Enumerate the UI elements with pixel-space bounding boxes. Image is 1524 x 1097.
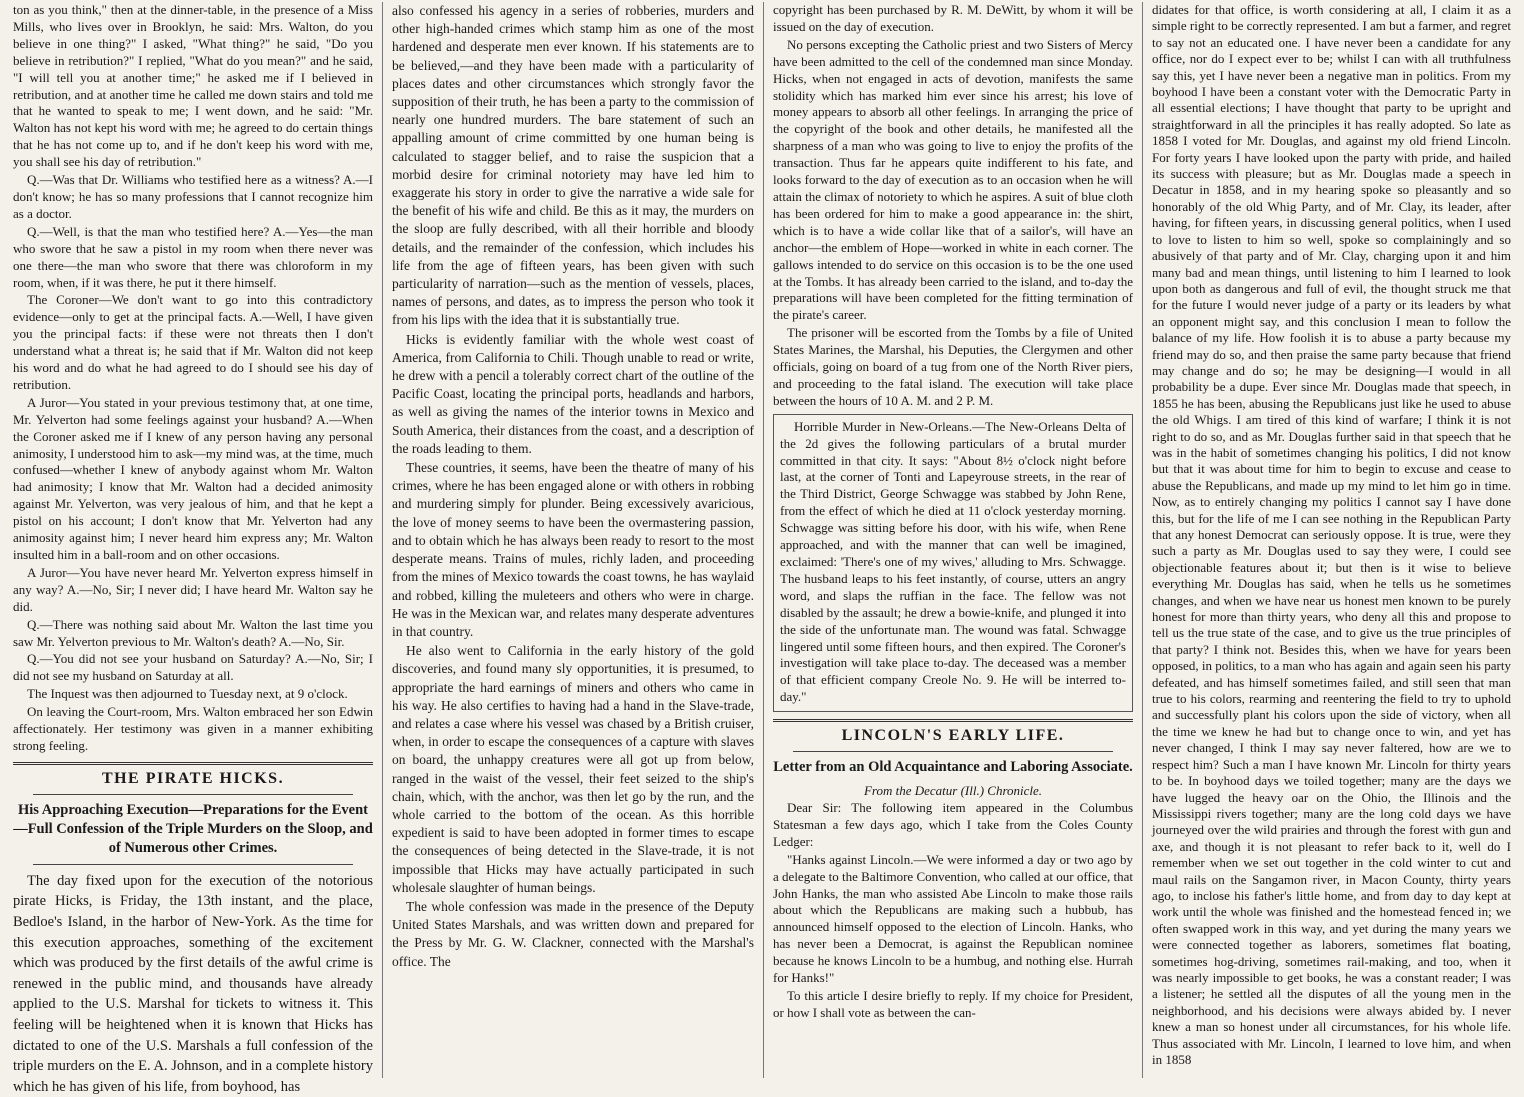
article-deck: His Approaching Execution—Preparations for the Event—Full Confession of the Triple Murders on the Sloop, and of Numerous other Crimes. xyxy=(13,801,373,856)
article-deck: Letter from an Old Acquaintance and Laboring Associate. xyxy=(773,759,1133,776)
murder-article-box xyxy=(773,414,1133,712)
paragraph: "Hanks against Lincoln.—We were informed a day or two ago by a delegate to the Baltimore Convention, who called at our office, that John Hanks, the man who assisted Abe Lincoln to make those rails about which the Republicans are making such a hubbub, has announced himself opposed to the election of Lincoln. Hanks, who has never been a Democrat, is against the Republican nominee because he knows Lincoln to be a humbug, and nothing else. Hurrah for Hanks!" xyxy=(773,851,1133,986)
section-divider xyxy=(773,719,1133,722)
paragraph: didates for that office, is worth considering at all, I claim it as a simple right to be correctly represented. I am but a farmer, and regret to say not an educated one. I have never been a candidate for any office, nor do I expect ever to be; whilst I can with all truthfulness say this, yet I have never been a negative man in politics. From my boyhood I have been a constant voter with the Democratic Party in all essential elections; I have thought that party to be upright and straightforward in all the principles it has really adopted. So late as 1858 I voted for Mr. Douglas, and against my old friend Lincoln. For forty years I have looked upon the party with pride, and hailed its success with pleasure; but as Mr. Douglas made a speech in Decatur in 1858, and in my hearing spoke so pleasantly and so honorably of the old Whig Party, and of Mr. Clay, its leader, after having, for fifteen years, in discussing general politics, when I used to love to listen to him so well, spoke so complainingly and so abusively of that party and of Mr. Clay, charging upon it and him many bad and mean things, until listening to him I learned to look upon both as dangerous and full of evil, the thought struck me that for the future I would never judge of a party or its leaders by what an opponent might say, and this conclusion I mean to follow the balance of my life. How foolish it is to abuse a party because my friend may do so, and then praise the same party because that friend may change and do so; he may be designing—I would in all probability be a dupe. Ever since Mr. Douglas made that speech, in 1855 he has been, abusing the Republicans just like he used to abuse the old Whigs. I am tired of this kind of warfare; I think it is not right to do so, and as Mr. Douglas further said in that speech that he was in the habit of sometimes changing his politics, I did not know but that it was about time for him to begin to excuse and cease to abuse the Republicans, and made up my mind to let him go in time. Now, as to entirely changing my politics I cannot say I have done this, but for the life of me I can see nothing in the Republican Party that any honest Democrat can seriously oppose. It is true, were they such a party as Mr. Douglas used to say they were, I could see objectionable features about it; but then is it wise to believe everything Mr. Douglas has said, when he tells us he sometimes changes, and when we have near us honest men known to be purely honest for more than thirty years, who deny all this and propose to tell us the true state of the case, and to give us the true principles of that party? I think not. Besides this, when we have for years been opposed, in politics, to a man who has again and again seen his party defeated, and has himself sometimes failed, and still seen that man true to his colors, rearming and reentering the field to try to uphold and successfully plant his colors upon the side of victory, when all the time we knew he had but to change once to win, and yet has never changed, I think I may say never faltered, how are we to respect him? Such a man I have known Mr. Lincoln for thirty years to be. In boyhood days we toiled together; many are the days we have lugged the heavy oar on the Ohio, the Illinois and the Mississippi rivers together; many are the long cold days we have journeyed over the wild prairies and through the forest with gun and axe, and though it is not pleasant to refer back to it, well do I remember when we set out together in the cold winter to cut and maul rails on the Sangamon river, in Macon County, thirty years ago, to inclose his father's little home, and from day to day kept at work until the whole was finished and the homestead fenced in; we often swapped work in this way, and yet during the many years we were connected together as laborers, sometimes flat boating, sometimes hog-driving, sometimes rail-making, and too, when it was nearly impossible to get books, he was a constant reader; I was a listener; he settled all the disputes of all the young men in the neighborhood, and his decisions were always abided by. I never knew a man so honest under all circumstances, for his whole life. Thus associated with Mr. Lincoln, I learned to love him, and when in 1858 xyxy=(1152,2,1511,1067)
headline-rule xyxy=(793,751,1113,752)
headline-rule xyxy=(33,794,353,795)
paragraph: Horrible Murder in New-Orleans.—The New-Orleans Delta of the 2d gives the following particulars of a brutal murder committed in that city. It says: "About 8½ o'clock night before last, at the corner of Tonti and Lapeyrouse streets, in the rear of the Third District, George Schwagge was stabbed by John Rene, from the effect of which he died at 11 o'clock yesterday morning. Schwagge was sitting before his door, with his wife, when Rene approached, and with the manner that can well be imagined, exclaimed: 'There's one of my wives,' alluding to Mrs. Schwagge. The husband leaps to his feet instantly, of course, utters an angry word, and slaps the ruffian in the face. The fellow was not disabled by the assault; he drew a bowie-knife, and plunged it into the side of the unfortunate man. The wound was fatal. Schwagge lingered until some fifteen hours, and then expired. The Coroner's investigation will take place to-day. The deceased was a member of that efficient company Creole No. 9. He will be interred to-day." xyxy=(780,418,1126,705)
paragraph: copyright has been purchased by R. M. DeWitt, by whom it will be issued on the day of execution. xyxy=(773,2,1133,34)
column-4 xyxy=(1143,2,1520,1078)
paragraph: A Juror—You stated in your previous testimony that, at one time, Mr. Yelverton had some feelings against your husband? A.—When the Coroner asked me if I knew of any person having any personal animosity, I understood him to ask—my mind was, at the time, much confused—whether I knew of anybody against whom Mr. Walton had animosity; I know that Mr. Walton had a decided animosity against Mr. Yelverton, was very jealous of him, and that he kept a pistol on his account; I don't know that Mr. Yelverton had any animosity against him; I never heard him express any; Mr. Walton insulted him in a ball-room and on other occasions. xyxy=(13,394,373,562)
paragraph: Dear Sir: The following item appeared in the Columbus Statesman a few days ago, which I take from the Coles County Ledger: xyxy=(773,799,1133,849)
paragraph: A Juror—You have never heard Mr. Yelverton express himself in any way? A.—No, Sir; I never did; I have heard Mr. Walton say he did. xyxy=(13,564,373,614)
paragraph: Hicks is evidently familiar with the whole west coast of America, from California to Chili. Though unable to read or write, he drew with a pencil a tolerably correct chart of the outline of the Pacific Coast, locating the principal ports, headlands and harbors, as well as giving the names of the interior towns in Mexico and South America, their distances from the coast, and a description of the roads leading to them. xyxy=(392,331,754,456)
column-2 xyxy=(383,2,764,1078)
deck-rule xyxy=(33,864,353,865)
paragraph: On leaving the Court-room, Mrs. Walton embraced her son Edwin affectionately. Her testimony was given in a manner exhibiting strong feeling. xyxy=(13,704,373,753)
paragraph: also confessed his agency in a series of robberies, murders and other high-handed crimes which stamp him as one of the most hardened and desperate men ever known. If his statements are to be believed,—and they have been made with a particularity of places dates and other circumstances which strongly favor the supposition of their truth, he has been a party to the commission of nearly one hundred murders. The bare statement of such an appalling amount of crime committed by one human being is calculated to stagger belief, and to raise the suspicion that a morbid desire for criminal notoriety may have led him to exaggerate his story in order to give the narrative a wide sale for the benefit of his wife and child. Be this as it may, the murders on the sloop are fully described, with all their horrible and bloody details, and the remainder of the confession, which includes his life from the age of fifteen years, has been given with such particularity of narration—such as the mention of vessels, places, names of persons, and dates, as to impress the person who took it from his lips with the idea that it is substantially true. xyxy=(392,3,754,328)
paragraph: No persons excepting the Catholic priest and two Sisters of Mercy have been admitted to the cell of the condemned man since Monday. Hicks, when not engaged in acts of devotion, manifests the same stolidity which has marked him ever since his arrest; his love of money appears to absorb all other feelings. In arranging the price of the copyright of the book and other details, he manifested all the sharpness of a man who was going to live to enjoy the profits of the transaction. Thus far he appears quite indifferent to his fate, and looks forward to the day of execution as to an occasion when he will attain the climax of notoriety to which he aspires. A suit of blue cloth has been ordered for him to make a good appearance in: the shirt, which is to have a wide collar like that of a sailor's, will have an anchor—the emblem of Hope—worked in white in each corner. The gallows intended to do service on this occasion is to be the one used at the Tombs. It has already been carried to the island, and to-day the preparations will have been completed for the fitting termination of the pirate's career. xyxy=(773,36,1133,323)
section-divider xyxy=(13,762,373,765)
paragraph: ton as you think," then at the dinner-table, in the presence of a Miss Mills, who lives over in Brooklyn, he said: Mrs. Walton, do you believe in one thing?" I asked, "What thing?" he said, "Do you believe in retribution?" I replied, "What do you mean?" and he said, "I will tell you at another time;" he asked me if I believed in retribution, and at another time he called me down stairs and told me that he wanted to speak to me; I went down, and he said: "Mr. Walton has not kept his word with me; he agreed to do certain things that he has not come up to, and if he don't keep his word with me, you shall see his day of retribution." xyxy=(13,2,373,170)
article-headline: LINCOLN'S EARLY LIFE. xyxy=(841,727,1065,745)
paragraph: The whole confession was made in the presence of the Deputy United States Marshals, and was written down and prepared for the Press by Mr. G. W. Clackner, connected with the Marshal's office. The xyxy=(392,898,754,969)
paragraph: Q.—You did not see your husband on Saturday? A.—No, Sir; I did not see my husband on Saturday at all. xyxy=(13,651,373,684)
paragraph: He also went to California in the early history of the gold discoveries, and found many sly opportunities, it is presumed, to appropriate the hard earnings of miners and others who came in his way. He also certifies to having had a hand in the Slave-trade, and relates a case where his vessel was chased by a British cruiser, when, in order to escape the consequences of a capture with slaves on board, the unhappy creatures were all got up from below, ranged in the waist of the vessel, their feet seized to the ship's chain, which, with the anchor, was then let go by the run, and the whole carried to the bottom of the ocean. As this horrible expedient is said to have been adopted in former times to escape the consequences of being detected in the Slave-trade, it is not impossible that Hicks may have actually participated in such wholesale slaughter of human beings. xyxy=(392,643,754,895)
paragraph: The day fixed upon for the execution of the notorious pirate Hicks, is Friday, the 13th instant, and the place, Bedloe's Island, in the harbor of New-York. As the time for this execution approaches, something of the excitement which was produced by the first details of the awful crime is renewed in the public mind, and thousands have already applied to the U.S. Marshal for tickets to witness it. This feeling will be heightened when it is known that Hicks has dictated to one of the U.S. Marshals a full confession of the triple murders on the E. A. Johnson, and in a complete history which he has given of his life, from boyhood, has xyxy=(13,872,373,1095)
paragraph: Q.—Was that Dr. Williams who testified here as a witness? A.—I don't know; he has so many professions that I cannot recognize him as a doctor. xyxy=(13,172,373,221)
column-3 xyxy=(764,2,1143,1078)
article-source: From the Decatur (Ill.) Chronicle. xyxy=(863,783,1043,799)
paragraph: The prisoner will be escorted from the Tombs by a file of United States Marines, the Marshal, his Deputies, the Clergymen and other officials, going on board of a tug from one of the North River piers, and proceeding to the fatal island. The execution will take place between the hours of 10 A. M. and 2 P. M. xyxy=(773,325,1133,408)
paragraph: These countries, it seems, have been the theatre of many of his crimes, where he has been engaged alone or with others in robbing and murdering simply for plunder. Being excessively avaricious, the love of money seems to have been the overmastering passion, and to obtain which he has always been ready to resort to the most desperate means. Trains of mules, richly laden, and proceeding from the mines of Mexico towards the coast towns, he has waylaid and robbed, killing the muleteers and others who were in charge. He was in the Mexican war, and relates many desperate adventures in that country. xyxy=(392,460,754,639)
column-1 xyxy=(4,2,383,1095)
article-headline: THE PIRATE HICKS. xyxy=(101,769,285,787)
paragraph: Q.—There was nothing said about Mr. Walton the last time you saw Mr. Yelverton previous to Mr. Walton's death? A.—No, Sir. xyxy=(13,616,373,649)
paragraph: To this article I desire briefly to reply. If my choice for President, or how I shall vote as between the can- xyxy=(773,987,1133,1020)
paragraph: The Coroner—We don't want to go into this contradictory evidence—only to get at the principal facts. A.—Well, I have given you the principal facts: if these were not threats then I don't understand what a threat is; he said that if Mr. Walton did not keep his word and do what he had agreed to do I should see his day of retribution. xyxy=(13,292,373,392)
paragraph: The Inquest was then adjourned to Tuesday next, at 9 o'clock. xyxy=(27,686,348,702)
paragraph: Q.—Well, is that the man who testified here? A.—Yes—the man who swore that he saw a pistol in my room when there never was one there—the man who swore that there was chloroform in my room, when, if it was there, he put it there himself. xyxy=(13,223,373,290)
